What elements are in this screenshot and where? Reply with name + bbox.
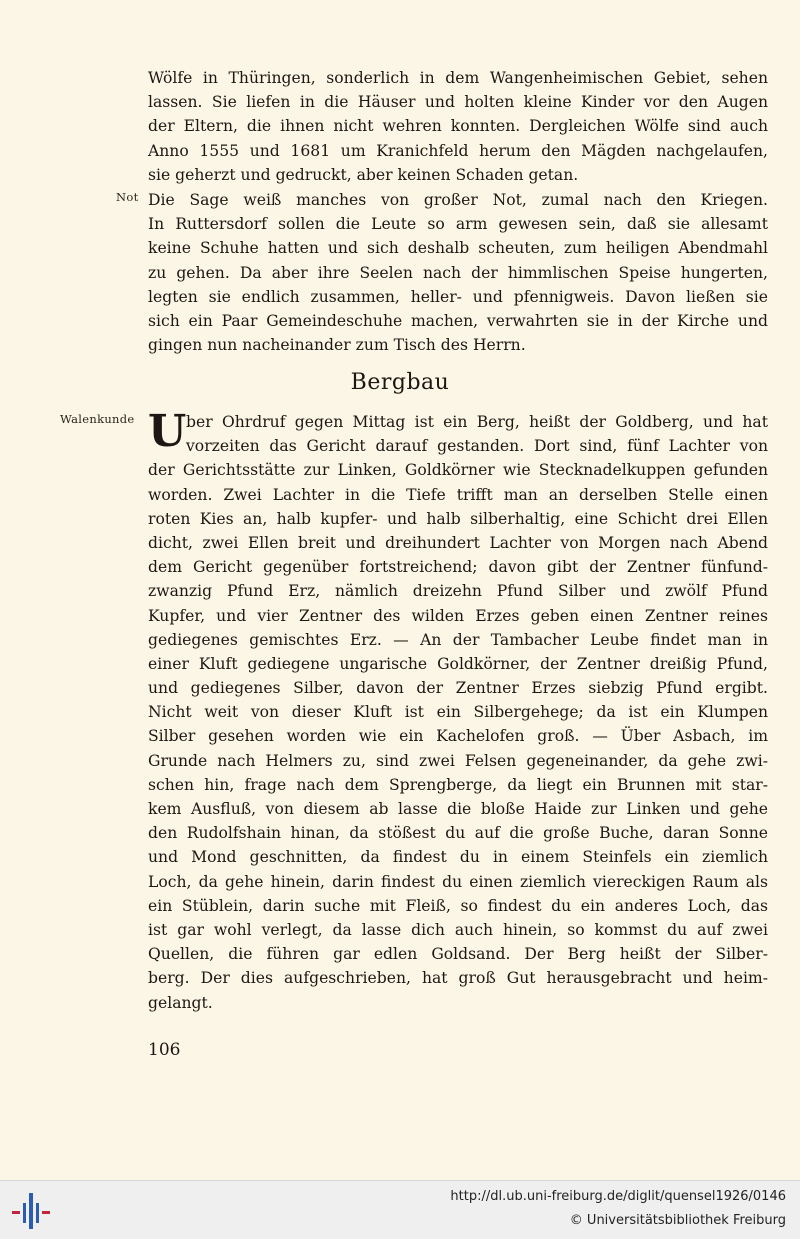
text-line: keine Schuhe hatten und sich deshalb scheuten, zum heiligen Abendmahl [148, 239, 768, 258]
text-line: und Mond geschnitten, da findest du in einem Steinfels ein ziemlich [148, 848, 768, 867]
text-line: Nicht weit von dieser Kluft ist ein Silbergehege; da ist ein Klumpen [148, 703, 768, 722]
text-line: Wölfe in Thüringen, sonderlich in dem Wangenheimischen Gebiet, sehen [148, 69, 768, 87]
text-line: sie geherzt und gedruckt, aber keinen Schaden getan. [148, 165, 579, 184]
text-line: Kupfer, und vier Zentner des wilden Erzes geben einen Zentner reines [148, 606, 768, 625]
text-line: ein Stüblein, darin suche mit Fleiß, so findest du ein anderes Loch, das [148, 896, 768, 915]
footer-copyright: © Universitätsbibliothek Freiburg [569, 1213, 786, 1228]
paragraph-wolves [148, 66, 768, 187]
library-logo-icon [12, 1189, 52, 1231]
text-line: dicht, zwei Ellen breit und dreihundert Lachter von Morgen nach Abend [148, 533, 768, 552]
text-line: Die Sage weiß manches von großer Not, zumal nach den Kriegen. [148, 191, 768, 209]
text-line: gediegenes gemischtes Erz. — An der Tambacher Leube findet man in [148, 630, 768, 649]
text-line: zwanzig Pfund Erz, nämlich dreizehn Pfund Silber und zwölf Pfund [148, 582, 768, 601]
text-line: In Ruttersdorf sollen die Leute so arm gewesen sein, daß sie allesamt [148, 215, 768, 234]
paragraph-not [148, 188, 768, 357]
text-line: Silber gesehen worden wie ein Kachelofen groß. — Über Asbach, im [148, 727, 768, 746]
text-line: lassen. Sie liefen in die Häuser und holten kleine Kinder vor den Augen [148, 93, 768, 112]
text-line: einer Kluft gediegene ungarische Goldkörner, der Zentner dreißig Pfund, [148, 654, 768, 673]
text-line: worden. Zwei Lachter in die Tiefe trifft man an derselben Stelle einen [148, 485, 768, 504]
drop-cap-letter: U [148, 406, 187, 457]
text-line: schen hin, frage nach dem Sprengberge, da liegt ein Brunnen mit star- [148, 775, 768, 794]
text-line: roten Kies an, halb kupfer- und halb silberhaltig, eine Schicht drei Ellen [148, 509, 768, 528]
text-line: zu gehen. Da aber ihre Seelen nach der himmlischen Speise hungerten, [148, 263, 768, 282]
paragraph-bergbau-first-lines [186, 410, 768, 458]
footer-url-link[interactable]: http://dl.ub.uni-freiburg.de/diglit/quensel1926/0146 [450, 1189, 786, 1204]
text-line: berg. Der dies aufgeschrieben, hat groß Gut herausgebracht und heim- [148, 969, 768, 988]
text-line: legten sie endlich zusammen, heller- und pfennigweis. Davon ließen sie [148, 287, 768, 306]
text-line: der Eltern, die ihnen nicht wehren konnten. Dergleichen Wölfe sind auch [148, 117, 768, 136]
text-line: Quellen, die führen gar edlen Goldsand. Der Berg heißt der Silber- [148, 945, 768, 964]
text-line: dem Gericht gegenüber fortstreichend; davon gibt der Zentner fünfund- [148, 558, 768, 577]
library-footer [0, 1180, 800, 1239]
text-line: und gediegenes Silber, davon der Zentner Erzes siebzig Pfund ergibt. [148, 679, 768, 698]
text-line: Loch, da gehe hinein, darin findest du einen ziemlich viereckigen Raum als [148, 872, 768, 891]
section-heading-bergbau: Bergbau [350, 370, 450, 395]
text-line: gelangt. [148, 993, 213, 1012]
text-line: Anno 1555 und 1681 um Kranichfeld herum den Mägden nachgelaufen, [148, 141, 768, 160]
text-line: Grunde nach Helmers zu, sind zwei Felsen gegeneinander, da gehe zwi- [148, 751, 768, 770]
margin-note-not: Not [116, 190, 139, 204]
text-line: kem Ausfluß, von diesem ab lasse die bloße Haide zur Linken und gehe [148, 800, 768, 819]
text-line: vorzeiten das Gericht darauf gestanden. Dort sind, fünf Lachter von [186, 437, 768, 456]
text-line: den Rudolfshain hinan, da stößest du auf die große Buche, daran Sonne [148, 824, 768, 843]
page-number: 106 [148, 1040, 181, 1060]
margin-note-walenkunde: Walenkunde [60, 412, 135, 426]
text-line: der Gerichtsstätte zur Linken, Goldkörner wie Stecknadelkuppen gefunden [148, 461, 768, 480]
text-line: ist gar wohl verlegt, da lasse dich auch hinein, so kommst du auf zwei [148, 920, 768, 939]
paragraph-bergbau [148, 458, 768, 1014]
text-line: sich ein Paar Gemeindeschuhe machen, verwahrten sie in der Kirche und [148, 311, 768, 330]
text-line: ber Ohrdruf gegen Mittag ist ein Berg, heißt der Goldberg, und hat [186, 413, 768, 431]
text-line: gingen nun nacheinander zum Tisch des Herrn. [148, 336, 526, 355]
